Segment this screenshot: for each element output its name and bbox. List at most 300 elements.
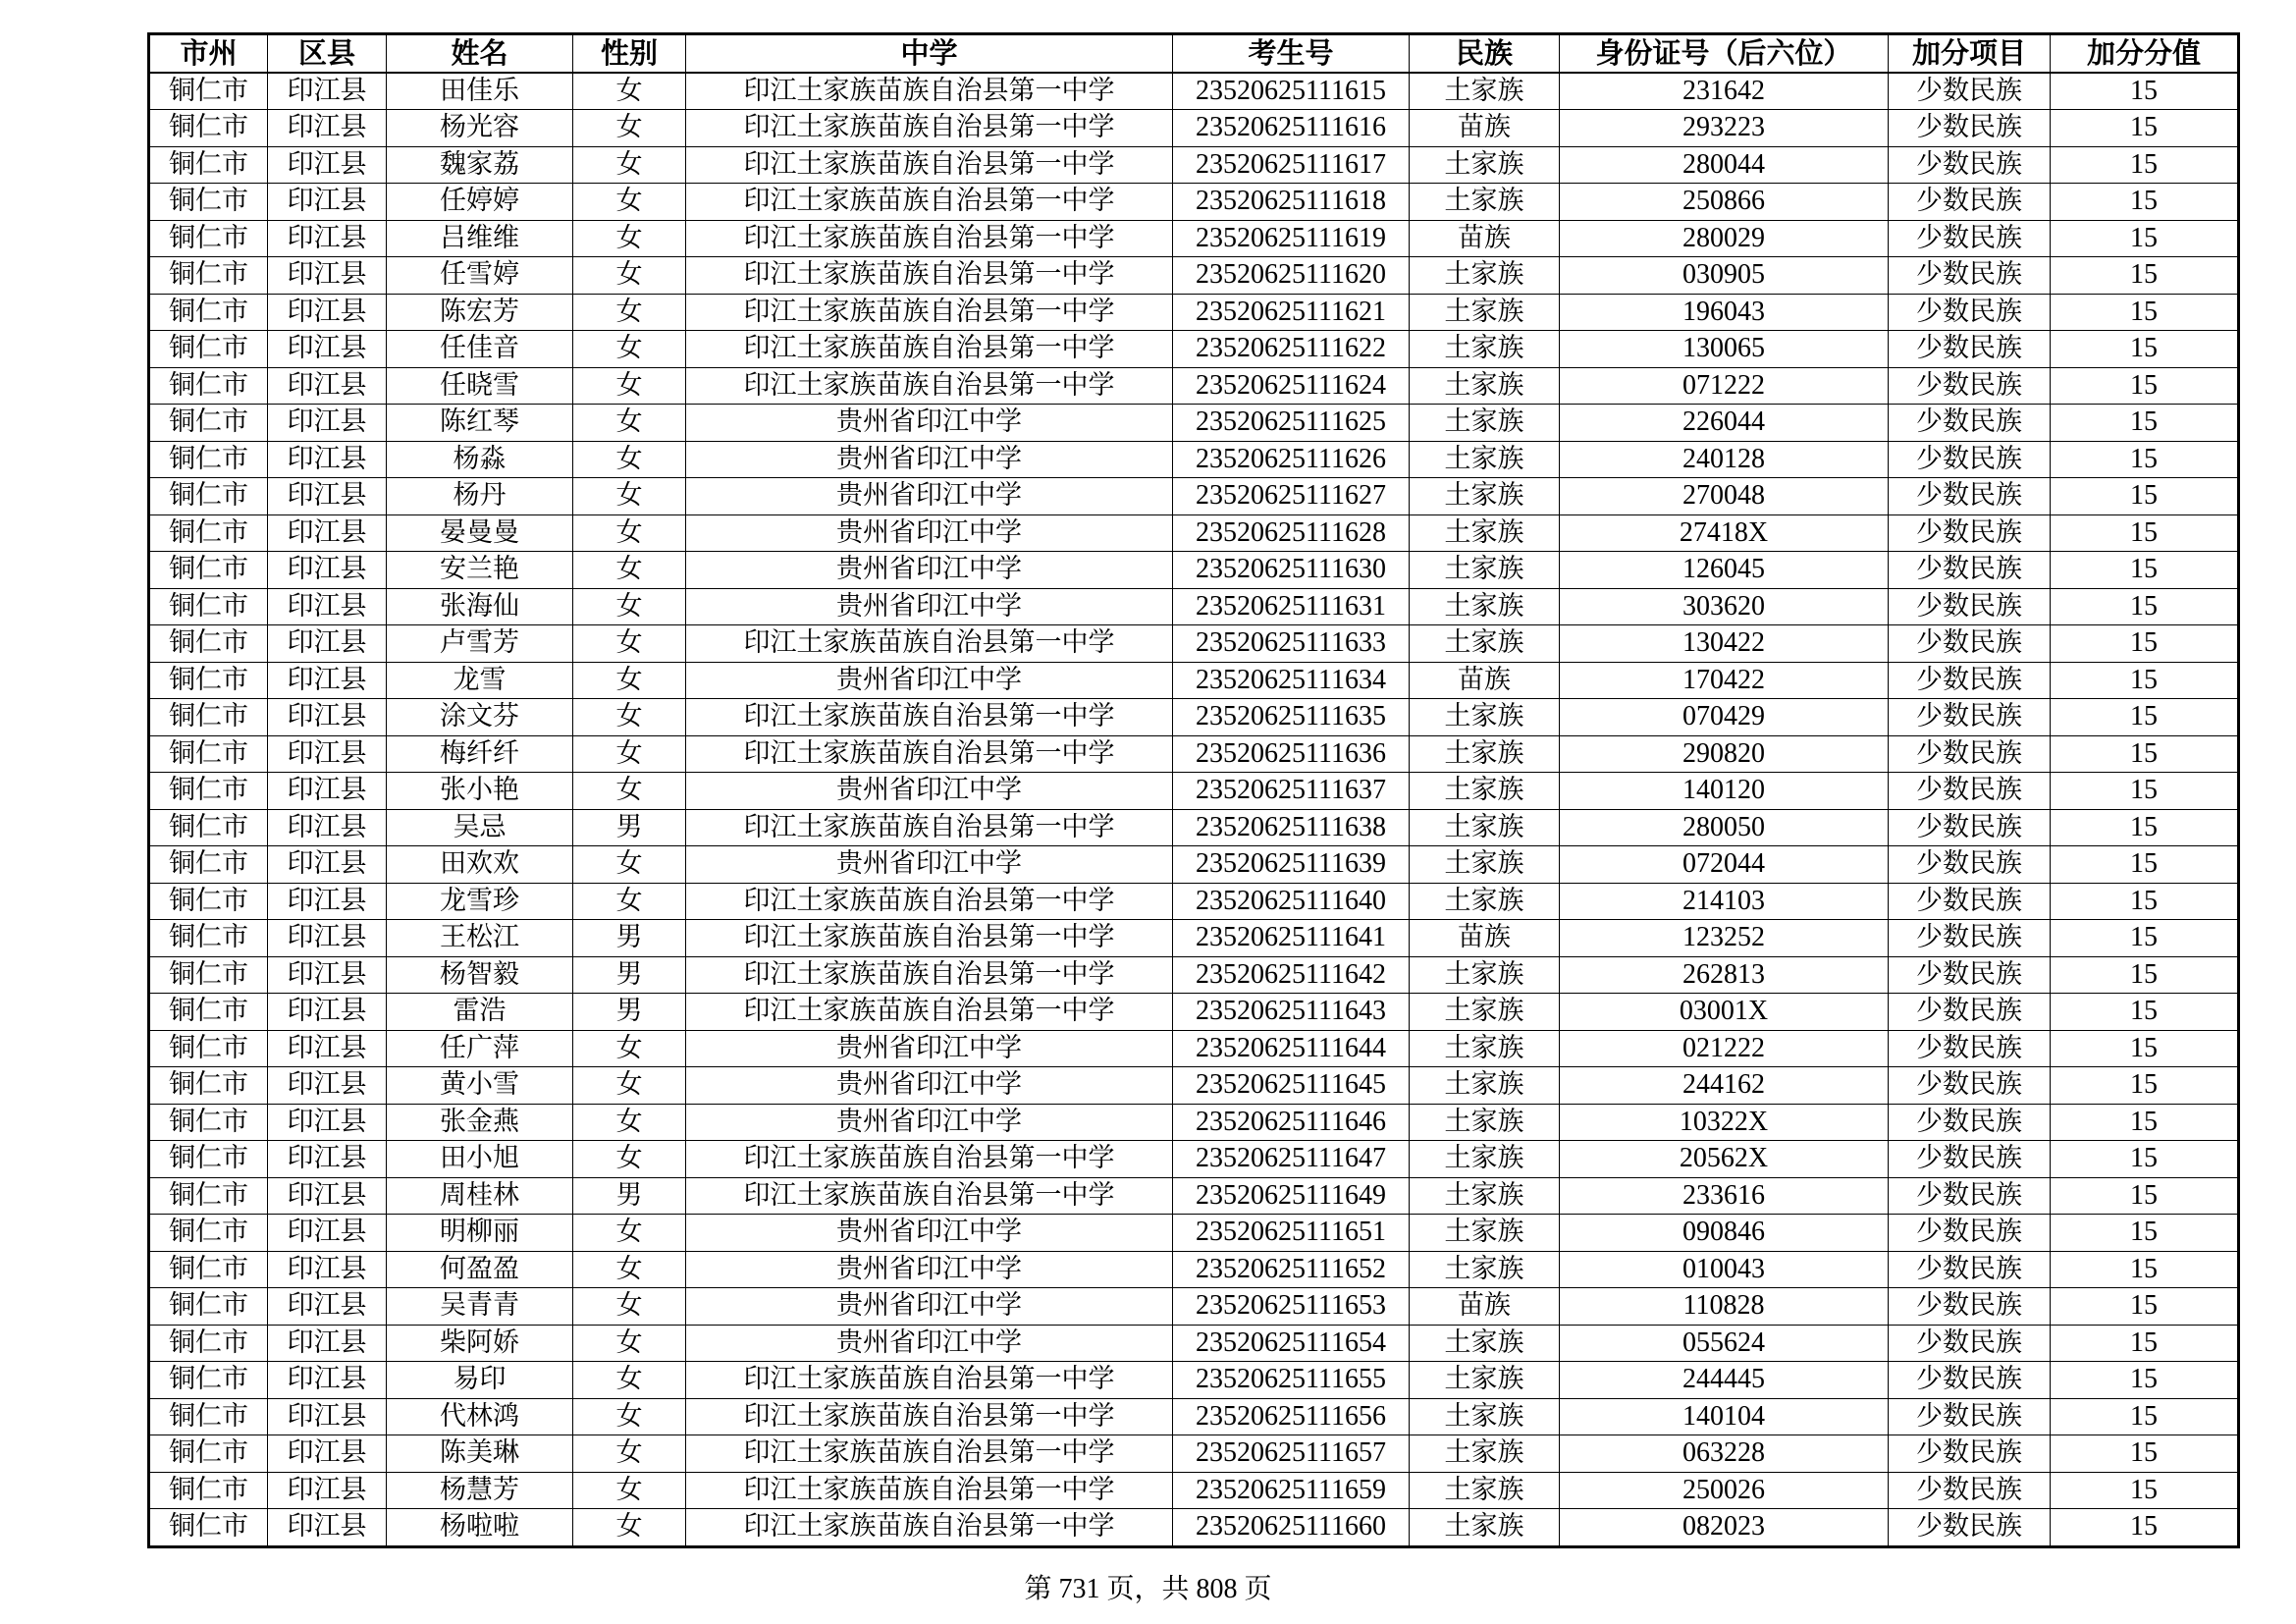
cell-school: 贵州省印江中学	[686, 478, 1173, 515]
cell-id-last-six: 126045	[1560, 552, 1889, 589]
header-bonus-value: 加分分值	[2051, 34, 2239, 73]
cell-county: 印江县	[268, 846, 387, 884]
table-row	[149, 1067, 2239, 1105]
cell-name: 陈美琳	[387, 1435, 573, 1473]
cell-name: 陈宏芳	[387, 294, 573, 331]
cell-id-last-six: 070429	[1560, 699, 1889, 736]
cell-bonus-value: 15	[2051, 331, 2239, 368]
cell-gender: 女	[573, 1030, 686, 1067]
cell-county: 印江县	[268, 514, 387, 552]
cell-name: 明柳丽	[387, 1215, 573, 1252]
cell-exam-number: 23520625111631	[1173, 588, 1410, 625]
cell-exam-number: 23520625111656	[1173, 1398, 1410, 1435]
cell-id-last-six: 170422	[1560, 662, 1889, 699]
header-id-last-six: 身份证号（后六位）	[1560, 34, 1889, 73]
cell-ethnicity: 土家族	[1410, 883, 1560, 920]
cell-id-last-six: 293223	[1560, 110, 1889, 147]
cell-city: 铜仁市	[149, 1177, 268, 1215]
cell-county: 印江县	[268, 809, 387, 846]
cell-ethnicity: 土家族	[1410, 478, 1560, 515]
cell-city: 铜仁市	[149, 257, 268, 295]
cell-gender: 女	[573, 514, 686, 552]
cell-gender: 女	[573, 1472, 686, 1509]
header-county: 区县	[268, 34, 387, 73]
cell-gender: 女	[573, 184, 686, 221]
cell-school: 贵州省印江中学	[686, 441, 1173, 478]
cell-city: 铜仁市	[149, 956, 268, 994]
table-row	[149, 1472, 2239, 1509]
cell-bonus-value: 15	[2051, 1509, 2239, 1547]
cell-ethnicity: 土家族	[1410, 1215, 1560, 1252]
cell-bonus-value: 15	[2051, 1398, 2239, 1435]
bonus-points-table	[147, 32, 2240, 1548]
cell-id-last-six: 140120	[1560, 773, 1889, 810]
cell-exam-number: 23520625111640	[1173, 883, 1410, 920]
cell-ethnicity: 土家族	[1410, 625, 1560, 663]
cell-gender: 女	[573, 1325, 686, 1362]
cell-city: 铜仁市	[149, 994, 268, 1031]
cell-county: 印江县	[268, 699, 387, 736]
cell-ethnicity: 土家族	[1410, 588, 1560, 625]
cell-bonus-item: 少数民族	[1889, 956, 2051, 994]
cell-exam-number: 23520625111654	[1173, 1325, 1410, 1362]
table-row	[149, 1251, 2239, 1288]
cell-name: 杨慧芳	[387, 1472, 573, 1509]
cell-county: 印江县	[268, 257, 387, 295]
cell-ethnicity: 土家族	[1410, 1325, 1560, 1362]
cell-name: 任广萍	[387, 1030, 573, 1067]
cell-county: 印江县	[268, 1362, 387, 1399]
table-row	[149, 1030, 2239, 1067]
cell-bonus-value: 15	[2051, 73, 2239, 110]
cell-gender: 女	[573, 1435, 686, 1473]
table-row	[149, 994, 2239, 1031]
header-city: 市州	[149, 34, 268, 73]
cell-gender: 女	[573, 699, 686, 736]
cell-gender: 男	[573, 809, 686, 846]
cell-county: 印江县	[268, 1325, 387, 1362]
table-row	[149, 294, 2239, 331]
table-row	[149, 662, 2239, 699]
cell-bonus-item: 少数民族	[1889, 1251, 2051, 1288]
cell-gender: 女	[573, 625, 686, 663]
cell-county: 印江县	[268, 994, 387, 1031]
cell-county: 印江县	[268, 1177, 387, 1215]
cell-city: 铜仁市	[149, 184, 268, 221]
cell-id-last-six: 233616	[1560, 1177, 1889, 1215]
cell-name: 吕维维	[387, 220, 573, 257]
cell-gender: 女	[573, 441, 686, 478]
cell-gender: 女	[573, 1141, 686, 1178]
table-row	[149, 809, 2239, 846]
cell-school: 贵州省印江中学	[686, 1288, 1173, 1326]
cell-gender: 女	[573, 1215, 686, 1252]
cell-name: 张金燕	[387, 1104, 573, 1141]
cell-school: 印江土家族苗族自治县第一中学	[686, 956, 1173, 994]
cell-city: 铜仁市	[149, 625, 268, 663]
cell-bonus-item: 少数民族	[1889, 1104, 2051, 1141]
cell-exam-number: 23520625111615	[1173, 73, 1410, 110]
cell-bonus-value: 15	[2051, 920, 2239, 957]
cell-school: 印江土家族苗族自治县第一中学	[686, 184, 1173, 221]
cell-county: 印江县	[268, 367, 387, 405]
cell-name: 任雪婷	[387, 257, 573, 295]
cell-school: 印江土家族苗族自治县第一中学	[686, 331, 1173, 368]
cell-gender: 女	[573, 1104, 686, 1141]
table-row	[149, 920, 2239, 957]
cell-bonus-value: 15	[2051, 184, 2239, 221]
cell-id-last-six: 27418X	[1560, 514, 1889, 552]
cell-name: 田欢欢	[387, 846, 573, 884]
cell-exam-number: 23520625111644	[1173, 1030, 1410, 1067]
cell-city: 铜仁市	[149, 405, 268, 442]
cell-id-last-six: 130422	[1560, 625, 1889, 663]
cell-county: 印江县	[268, 1398, 387, 1435]
cell-bonus-item: 少数民族	[1889, 184, 2051, 221]
cell-id-last-six: 123252	[1560, 920, 1889, 957]
table-row	[149, 441, 2239, 478]
cell-school: 印江土家族苗族自治县第一中学	[686, 1435, 1173, 1473]
cell-exam-number: 23520625111616	[1173, 110, 1410, 147]
cell-city: 铜仁市	[149, 1141, 268, 1178]
cell-city: 铜仁市	[149, 1030, 268, 1067]
cell-ethnicity: 苗族	[1410, 1288, 1560, 1326]
table-row	[149, 405, 2239, 442]
cell-name: 田佳乐	[387, 73, 573, 110]
cell-bonus-item: 少数民族	[1889, 405, 2051, 442]
cell-name: 杨丹	[387, 478, 573, 515]
cell-school: 印江土家族苗族自治县第一中学	[686, 735, 1173, 773]
cell-id-last-six: 110828	[1560, 1288, 1889, 1326]
cell-bonus-item: 少数民族	[1889, 588, 2051, 625]
cell-bonus-value: 15	[2051, 956, 2239, 994]
cell-exam-number: 23520625111618	[1173, 184, 1410, 221]
cell-exam-number: 23520625111620	[1173, 257, 1410, 295]
table-row	[149, 588, 2239, 625]
table-row	[149, 1215, 2239, 1252]
cell-gender: 女	[573, 1288, 686, 1326]
cell-county: 印江县	[268, 220, 387, 257]
cell-county: 印江县	[268, 662, 387, 699]
cell-exam-number: 23520625111635	[1173, 699, 1410, 736]
table-row	[149, 883, 2239, 920]
cell-exam-number: 23520625111634	[1173, 662, 1410, 699]
cell-name: 雷浩	[387, 994, 573, 1031]
cell-name: 杨光容	[387, 110, 573, 147]
cell-bonus-value: 15	[2051, 1325, 2239, 1362]
cell-bonus-value: 15	[2051, 367, 2239, 405]
cell-ethnicity: 土家族	[1410, 514, 1560, 552]
cell-bonus-item: 少数民族	[1889, 1177, 2051, 1215]
cell-bonus-item: 少数民族	[1889, 294, 2051, 331]
cell-ethnicity: 土家族	[1410, 735, 1560, 773]
cell-school: 贵州省印江中学	[686, 405, 1173, 442]
cell-ethnicity: 土家族	[1410, 1067, 1560, 1105]
cell-county: 印江县	[268, 920, 387, 957]
cell-school: 印江土家族苗族自治县第一中学	[686, 920, 1173, 957]
cell-id-last-six: 071222	[1560, 367, 1889, 405]
cell-city: 铜仁市	[149, 1067, 268, 1105]
table-row	[149, 1325, 2239, 1362]
cell-name: 任晓雪	[387, 367, 573, 405]
cell-ethnicity: 苗族	[1410, 110, 1560, 147]
cell-gender: 男	[573, 956, 686, 994]
cell-ethnicity: 土家族	[1410, 1472, 1560, 1509]
cell-county: 印江县	[268, 441, 387, 478]
cell-city: 铜仁市	[149, 1398, 268, 1435]
cell-bonus-value: 15	[2051, 1030, 2239, 1067]
cell-city: 铜仁市	[149, 1325, 268, 1362]
table-row	[149, 625, 2239, 663]
cell-id-last-six: 082023	[1560, 1509, 1889, 1547]
cell-school: 印江土家族苗族自治县第一中学	[686, 257, 1173, 295]
cell-county: 印江县	[268, 1509, 387, 1547]
cell-ethnicity: 土家族	[1410, 1141, 1560, 1178]
cell-ethnicity: 土家族	[1410, 184, 1560, 221]
cell-bonus-item: 少数民族	[1889, 1435, 2051, 1473]
table-row	[149, 110, 2239, 147]
cell-city: 铜仁市	[149, 1362, 268, 1399]
cell-county: 印江县	[268, 73, 387, 110]
cell-school: 贵州省印江中学	[686, 552, 1173, 589]
cell-county: 印江县	[268, 1067, 387, 1105]
cell-exam-number: 23520625111657	[1173, 1435, 1410, 1473]
cell-bonus-value: 15	[2051, 625, 2239, 663]
cell-city: 铜仁市	[149, 883, 268, 920]
cell-county: 印江县	[268, 478, 387, 515]
cell-ethnicity: 土家族	[1410, 994, 1560, 1031]
cell-id-last-six: 290820	[1560, 735, 1889, 773]
cell-school: 印江土家族苗族自治县第一中学	[686, 1472, 1173, 1509]
cell-name: 代林鸿	[387, 1398, 573, 1435]
cell-county: 印江县	[268, 735, 387, 773]
cell-exam-number: 23520625111626	[1173, 441, 1410, 478]
cell-name: 杨啦啦	[387, 1509, 573, 1547]
cell-gender: 女	[573, 773, 686, 810]
cell-bonus-value: 15	[2051, 294, 2239, 331]
cell-ethnicity: 土家族	[1410, 367, 1560, 405]
cell-exam-number: 23520625111645	[1173, 1067, 1410, 1105]
cell-gender: 男	[573, 1177, 686, 1215]
cell-gender: 女	[573, 110, 686, 147]
cell-name: 陈红琴	[387, 405, 573, 442]
cell-bonus-item: 少数民族	[1889, 773, 2051, 810]
table-row	[149, 1362, 2239, 1399]
cell-name: 柴阿娇	[387, 1325, 573, 1362]
cell-exam-number: 23520625111624	[1173, 367, 1410, 405]
cell-id-last-six: 021222	[1560, 1030, 1889, 1067]
header-exam-number: 考生号	[1173, 34, 1410, 73]
cell-county: 印江县	[268, 773, 387, 810]
cell-exam-number: 23520625111651	[1173, 1215, 1410, 1252]
cell-school: 印江土家族苗族自治县第一中学	[686, 73, 1173, 110]
cell-bonus-item: 少数民族	[1889, 441, 2051, 478]
table-row	[149, 478, 2239, 515]
cell-ethnicity: 土家族	[1410, 1251, 1560, 1288]
cell-bonus-value: 15	[2051, 1067, 2239, 1105]
cell-school: 贵州省印江中学	[686, 588, 1173, 625]
cell-name: 任婷婷	[387, 184, 573, 221]
header-name: 姓名	[387, 34, 573, 73]
cell-id-last-six: 010043	[1560, 1251, 1889, 1288]
cell-exam-number: 23520625111641	[1173, 920, 1410, 957]
cell-city: 铜仁市	[149, 735, 268, 773]
cell-gender: 女	[573, 1398, 686, 1435]
cell-city: 铜仁市	[149, 552, 268, 589]
cell-name: 田小旭	[387, 1141, 573, 1178]
cell-bonus-value: 15	[2051, 1177, 2239, 1215]
cell-name: 吴青青	[387, 1288, 573, 1326]
cell-city: 铜仁市	[149, 367, 268, 405]
cell-id-last-six: 055624	[1560, 1325, 1889, 1362]
cell-gender: 女	[573, 588, 686, 625]
cell-bonus-value: 15	[2051, 1251, 2239, 1288]
cell-gender: 女	[573, 257, 686, 295]
cell-city: 铜仁市	[149, 478, 268, 515]
cell-city: 铜仁市	[149, 1288, 268, 1326]
table-row	[149, 514, 2239, 552]
cell-city: 铜仁市	[149, 809, 268, 846]
cell-school: 贵州省印江中学	[686, 1215, 1173, 1252]
cell-exam-number: 23520625111628	[1173, 514, 1410, 552]
cell-bonus-item: 少数民族	[1889, 1509, 2051, 1547]
cell-gender: 女	[573, 1067, 686, 1105]
cell-name: 晏曼曼	[387, 514, 573, 552]
cell-id-last-six: 03001X	[1560, 994, 1889, 1031]
cell-bonus-item: 少数民族	[1889, 110, 2051, 147]
cell-county: 印江县	[268, 883, 387, 920]
cell-county: 印江县	[268, 1435, 387, 1473]
cell-ethnicity: 土家族	[1410, 699, 1560, 736]
cell-ethnicity: 土家族	[1410, 1030, 1560, 1067]
cell-bonus-item: 少数民族	[1889, 920, 2051, 957]
cell-county: 印江县	[268, 1104, 387, 1141]
cell-city: 铜仁市	[149, 73, 268, 110]
cell-bonus-value: 15	[2051, 1362, 2239, 1399]
cell-id-last-six: 140104	[1560, 1398, 1889, 1435]
cell-id-last-six: 250866	[1560, 184, 1889, 221]
cell-id-last-six: 240128	[1560, 441, 1889, 478]
cell-exam-number: 23520625111652	[1173, 1251, 1410, 1288]
cell-city: 铜仁市	[149, 1215, 268, 1252]
cell-ethnicity: 土家族	[1410, 1435, 1560, 1473]
cell-school: 印江土家族苗族自治县第一中学	[686, 1398, 1173, 1435]
cell-bonus-value: 15	[2051, 1435, 2239, 1473]
cell-exam-number: 23520625111659	[1173, 1472, 1410, 1509]
cell-bonus-item: 少数民族	[1889, 1398, 2051, 1435]
cell-id-last-six: 250026	[1560, 1472, 1889, 1509]
cell-bonus-value: 15	[2051, 994, 2239, 1031]
header-school: 中学	[686, 34, 1173, 73]
table-row	[149, 1288, 2239, 1326]
cell-name: 涂文芬	[387, 699, 573, 736]
cell-school: 贵州省印江中学	[686, 1104, 1173, 1141]
cell-bonus-value: 15	[2051, 1141, 2239, 1178]
cell-city: 铜仁市	[149, 1251, 268, 1288]
cell-ethnicity: 土家族	[1410, 331, 1560, 368]
cell-bonus-item: 少数民族	[1889, 257, 2051, 295]
cell-exam-number: 23520625111621	[1173, 294, 1410, 331]
cell-city: 铜仁市	[149, 514, 268, 552]
cell-bonus-item: 少数民族	[1889, 846, 2051, 884]
cell-id-last-six: 090846	[1560, 1215, 1889, 1252]
cell-ethnicity: 土家族	[1410, 1104, 1560, 1141]
cell-bonus-value: 15	[2051, 1288, 2239, 1326]
cell-school: 印江土家族苗族自治县第一中学	[686, 809, 1173, 846]
cell-ethnicity: 土家族	[1410, 846, 1560, 884]
cell-id-last-six: 130065	[1560, 331, 1889, 368]
cell-bonus-value: 15	[2051, 773, 2239, 810]
cell-city: 铜仁市	[149, 846, 268, 884]
cell-bonus-item: 少数民族	[1889, 883, 2051, 920]
table-row	[149, 956, 2239, 994]
table-row	[149, 257, 2239, 295]
cell-school: 贵州省印江中学	[686, 846, 1173, 884]
cell-ethnicity: 土家族	[1410, 146, 1560, 184]
cell-bonus-item: 少数民族	[1889, 514, 2051, 552]
cell-bonus-value: 15	[2051, 883, 2239, 920]
cell-bonus-value: 15	[2051, 441, 2239, 478]
cell-exam-number: 23520625111625	[1173, 405, 1410, 442]
table-row	[149, 331, 2239, 368]
cell-gender: 女	[573, 478, 686, 515]
cell-ethnicity: 土家族	[1410, 294, 1560, 331]
cell-bonus-value: 15	[2051, 514, 2239, 552]
cell-id-last-six: 244445	[1560, 1362, 1889, 1399]
cell-name: 魏家荔	[387, 146, 573, 184]
cell-school: 印江土家族苗族自治县第一中学	[686, 367, 1173, 405]
cell-gender: 女	[573, 405, 686, 442]
cell-gender: 女	[573, 220, 686, 257]
cell-gender: 女	[573, 294, 686, 331]
cell-bonus-item: 少数民族	[1889, 1325, 2051, 1362]
table-body	[149, 73, 2239, 1547]
cell-county: 印江县	[268, 331, 387, 368]
cell-city: 铜仁市	[149, 294, 268, 331]
cell-id-last-six: 280029	[1560, 220, 1889, 257]
cell-bonus-item: 少数民族	[1889, 662, 2051, 699]
cell-exam-number: 23520625111653	[1173, 1288, 1410, 1326]
cell-exam-number: 23520625111655	[1173, 1362, 1410, 1399]
cell-name: 张海仙	[387, 588, 573, 625]
cell-name: 梅纤纤	[387, 735, 573, 773]
cell-county: 印江县	[268, 1288, 387, 1326]
cell-school: 贵州省印江中学	[686, 1325, 1173, 1362]
cell-name: 杨淼	[387, 441, 573, 478]
cell-school: 印江土家族苗族自治县第一中学	[686, 1509, 1173, 1547]
cell-bonus-value: 15	[2051, 662, 2239, 699]
cell-county: 印江县	[268, 552, 387, 589]
cell-school: 印江土家族苗族自治县第一中学	[686, 110, 1173, 147]
cell-county: 印江县	[268, 294, 387, 331]
cell-ethnicity: 土家族	[1410, 773, 1560, 810]
cell-school: 贵州省印江中学	[686, 1067, 1173, 1105]
cell-gender: 女	[573, 883, 686, 920]
cell-id-last-six: 226044	[1560, 405, 1889, 442]
cell-ethnicity: 土家族	[1410, 809, 1560, 846]
cell-ethnicity: 土家族	[1410, 956, 1560, 994]
cell-bonus-item: 少数民族	[1889, 552, 2051, 589]
cell-id-last-six: 280044	[1560, 146, 1889, 184]
cell-bonus-item: 少数民族	[1889, 73, 2051, 110]
cell-name: 任佳音	[387, 331, 573, 368]
table-header-row	[149, 34, 2239, 73]
cell-city: 铜仁市	[149, 1472, 268, 1509]
table-row	[149, 1509, 2239, 1547]
table-row	[149, 552, 2239, 589]
cell-exam-number: 23520625111647	[1173, 1141, 1410, 1178]
cell-id-last-six: 10322X	[1560, 1104, 1889, 1141]
